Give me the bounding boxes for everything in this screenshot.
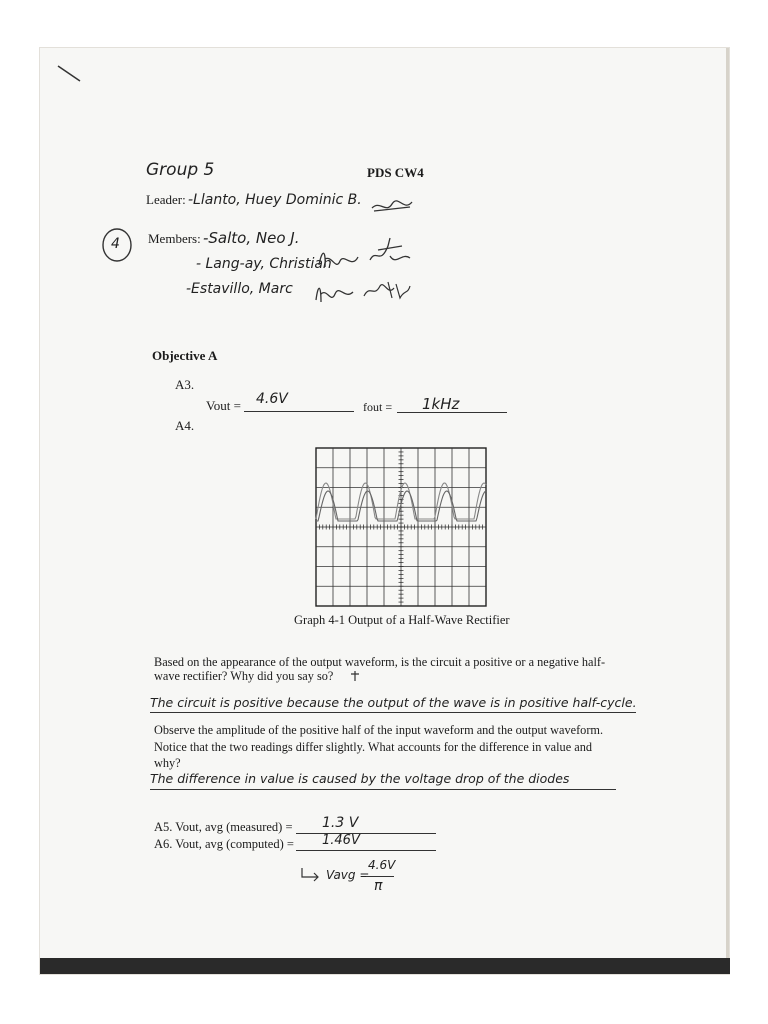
a5-underline (296, 833, 436, 834)
calc-fraction-bar (366, 876, 394, 877)
leader-name: -Llanto, Huey Dominic B. (188, 192, 362, 208)
a6-label: A6. Vout, avg (computed) = (154, 837, 294, 851)
a6-underline (296, 850, 436, 851)
a6-value: 1.46V (322, 833, 360, 848)
question-1-line-1: Based on the appearance of the output waveform, is the circuit a positive or a negative half- (154, 655, 606, 669)
vout-underline (244, 411, 354, 412)
fout-label: fout = (363, 400, 393, 414)
calc-numerator: 4.6V (368, 858, 396, 872)
a5-value: 1.3 V (322, 815, 359, 831)
fout-value: 1kHz (422, 395, 460, 413)
question-1-line-2: wave rectifier? Why did you say so? (154, 669, 334, 683)
scanner-edge (40, 958, 730, 974)
answer-2-underline (150, 789, 616, 790)
a5-label: A5. Vout, avg (measured) = (154, 820, 293, 834)
a3-label: A3. (175, 377, 195, 392)
check-mark-stroke (55, 62, 85, 86)
member-2: - Lang-ay, Christian (196, 256, 332, 272)
leader-signature (370, 198, 414, 216)
answer-1: The circuit is positive because the output of the wave is in positive half-cycle. (150, 695, 637, 710)
dagger-mark (350, 670, 360, 682)
member-3-signature-b (362, 276, 412, 302)
question-2-line-2: Notice that the two readings differ slightly. What accounts for the difference in value and (154, 740, 592, 754)
group-label: Group 5 (146, 160, 215, 180)
members-label: Members: (148, 231, 201, 246)
member-1: -Salto, Neo J. (203, 229, 300, 247)
answer-2: The difference in value is caused by the voltage drop of the diodes (150, 771, 570, 786)
page-title: PDS CW4 (367, 165, 424, 180)
vout-value: 4.6V (256, 391, 288, 407)
graph-caption: Graph 4-1 Output of a Half-Wave Rectifier (294, 613, 510, 627)
leader-label: Leader: (146, 192, 186, 207)
question-2-line-3: why? (154, 756, 181, 770)
a4-label: A4. (175, 418, 195, 433)
question-2-line-1: Observe the amplitude of the positive half of the input waveform and the output waveform. (154, 723, 604, 737)
answer-1-underline (150, 712, 636, 713)
score-value: 4 (111, 236, 120, 252)
member-1-signature (366, 236, 412, 270)
member-2-signature (316, 245, 360, 273)
calc-lhs: Vavg = (326, 868, 370, 882)
oscilloscope-graph (314, 446, 488, 608)
vout-label: Vout = (206, 398, 241, 413)
objective-heading: Objective A (152, 348, 218, 363)
member-3-signature-a (313, 278, 355, 306)
calc-denominator: π (374, 878, 383, 894)
fout-underline (397, 412, 507, 413)
arrow-icon (298, 866, 322, 882)
member-3: -Estavillo, Marc (186, 281, 293, 297)
